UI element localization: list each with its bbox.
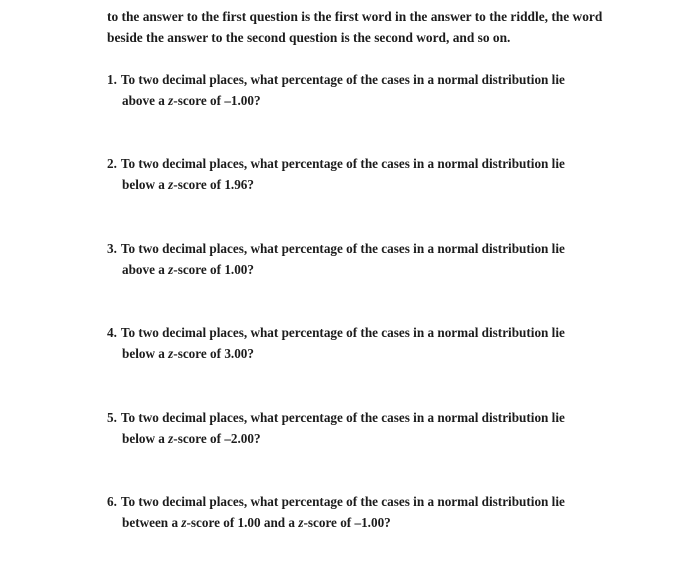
question-2-line-1	[107, 153, 627, 174]
intro-line-2: beside the answer to the second question is the second word, and so on.	[107, 30, 511, 45]
question-text-pre: above a	[122, 93, 169, 108]
question-6-line-2	[107, 512, 627, 533]
z-variable: z	[168, 177, 174, 192]
intro-paragraph	[107, 6, 627, 48]
question-text: To two decimal places, what percentage of the cases in a normal distribution lie	[120, 410, 565, 425]
question-text: To two decimal places, what percentage of the cases in a normal distribution lie	[120, 325, 565, 340]
question-1-line-2	[107, 90, 627, 111]
question-2	[107, 153, 627, 195]
z-variable: z	[168, 93, 174, 108]
z-variable: z	[168, 346, 174, 361]
question-5-line-1	[107, 407, 627, 428]
question-3-line-1	[107, 238, 627, 259]
question-text: To two decimal places, what percentage of the cases in a normal distribution lie	[120, 241, 565, 256]
question-text-pre: below a	[122, 346, 169, 361]
question-5	[107, 407, 627, 449]
question-1	[107, 69, 627, 111]
question-text-post: -score of 3.00?	[173, 346, 254, 361]
z-variable: z	[298, 515, 304, 530]
question-3	[107, 238, 627, 280]
question-5-line-2	[107, 428, 627, 449]
question-number: 1.	[107, 72, 117, 87]
question-text-pre: between a	[122, 515, 182, 530]
question-number: 4.	[107, 325, 117, 340]
question-number: 5.	[107, 410, 117, 425]
question-number: 2.	[107, 156, 117, 171]
question-4	[107, 322, 627, 364]
question-6-line-1	[107, 491, 627, 512]
question-text-mid: -score of 1.00 and a	[186, 515, 299, 530]
question-2-line-2	[107, 174, 627, 195]
question-number: 6.	[107, 494, 117, 509]
question-text-pre: above a	[122, 262, 169, 277]
question-text: To two decimal places, what percentage of the cases in a normal distribution lie	[120, 156, 565, 171]
z-variable: z	[168, 262, 174, 277]
question-text-post: -score of 1.96?	[173, 177, 254, 192]
question-number: 3.	[107, 241, 117, 256]
question-text-pre: below a	[122, 431, 169, 446]
question-text: To two decimal places, what percentage of the cases in a normal distribution lie	[120, 72, 565, 87]
question-text-post: -score of –2.00?	[173, 431, 261, 446]
question-4-line-2	[107, 343, 627, 364]
question-text-post: -score of –1.00?	[303, 515, 391, 530]
question-text-post: -score of –1.00?	[173, 93, 261, 108]
question-text-post: -score of 1.00?	[173, 262, 254, 277]
question-6	[107, 491, 627, 533]
question-4-line-1	[107, 322, 627, 343]
z-variable: z	[168, 431, 174, 446]
question-3-line-2	[107, 259, 627, 280]
z-variable: z	[181, 515, 187, 530]
intro-line-1: to the answer to the first question is the first word in the answer to the riddle, the word	[107, 9, 603, 24]
question-1-line-1	[107, 69, 627, 90]
question-text: To two decimal places, what percentage of the cases in a normal distribution lie	[120, 494, 565, 509]
question-text-pre: below a	[122, 177, 169, 192]
